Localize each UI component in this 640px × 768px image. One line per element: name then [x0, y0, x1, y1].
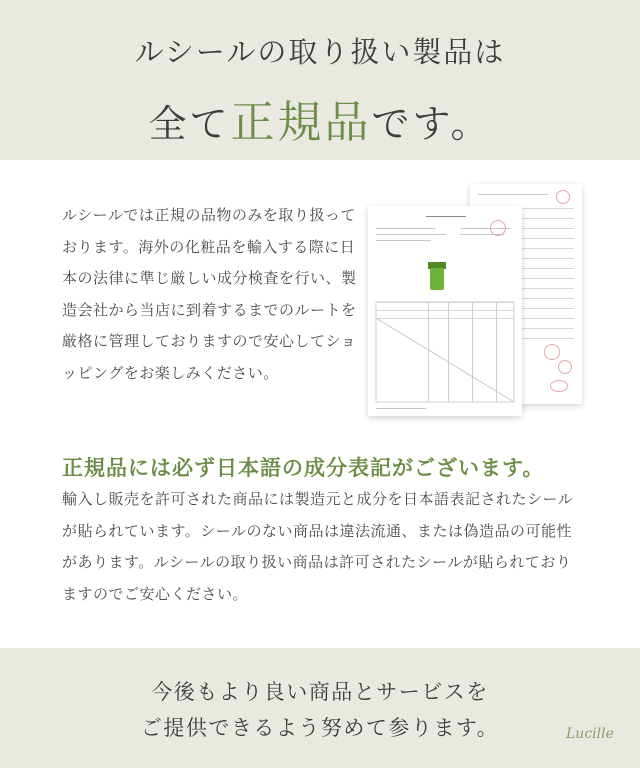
page-header [0, 0, 640, 160]
closing-message-line-2: ご提供できるよう努めて参ります。 [140, 716, 500, 740]
title-accent-genuine: 正規品 [230, 97, 372, 148]
title-line-2 [0, 86, 640, 150]
title-line-2-suffix: です。 [371, 102, 492, 146]
title-line-2-prefix: 全て [148, 102, 231, 146]
brand-logo: Lucille [566, 726, 614, 742]
title-line-1: ルシールの取り扱い製品は [134, 35, 506, 69]
intro-paragraph: ルシールでは正規の品物のみを取り扱っております。海外の化粧品を輸入する際に日本の法律に準じ厳しい成分検査を行い、製造会社から当店に到着するまでのルートを厳格に管理しておりますので安心してショッピングをお楽しみください。 [62, 206, 357, 382]
closing-message-line-1: 今後もより良い商品とサービスを [151, 680, 489, 704]
document-strike-line [368, 206, 522, 416]
content-panel [0, 160, 640, 648]
certificate-document-front [368, 206, 522, 416]
labeling-paragraph: 輸入し販売を許可された商品には製造元と成分を日本語表記されたシールが貼られています。シールのない商品は違法流通、または偽造品の可能性があります。ルシールの取り扱い商品は許可されたシールが貼られておりますのでご安心ください。 [62, 490, 574, 603]
section-heading-japanese-labeling: 正規品には必ず日本語の成分表記がございます。 [62, 455, 545, 480]
